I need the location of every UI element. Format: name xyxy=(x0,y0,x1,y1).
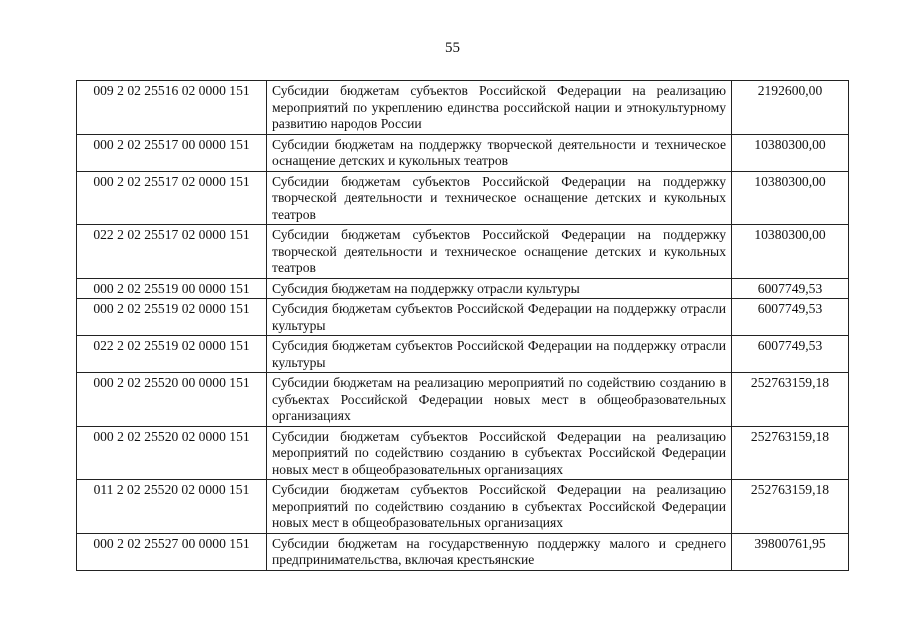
table-row xyxy=(77,171,849,225)
budget-code-cell: 022 2 02 25519 02 0000 151 xyxy=(77,336,267,373)
budget-code-cell: 000 2 02 25519 00 0000 151 xyxy=(77,278,267,299)
amount-cell: 10380300,00 xyxy=(732,171,849,225)
table-row xyxy=(77,373,849,427)
amount-cell: 6007749,53 xyxy=(732,336,849,373)
table-row xyxy=(77,426,849,480)
table-row xyxy=(77,336,849,373)
budget-table xyxy=(76,80,849,571)
description-cell: Субсидии бюджетам на поддержку творческой деятельности и техническое оснащение детских и кукольных театров xyxy=(267,134,732,171)
table-row xyxy=(77,134,849,171)
table-row xyxy=(77,225,849,279)
description-cell: Субсидии бюджетам субъектов Российской Федерации на поддержку творческой деятельности и техническое оснащение детских и кукольных театров xyxy=(267,171,732,225)
budget-code-cell: 022 2 02 25517 02 0000 151 xyxy=(77,225,267,279)
description-cell: Субсидия бюджетам субъектов Российской Федерации на поддержку отрасли культуры xyxy=(267,336,732,373)
budget-code-cell: 009 2 02 25516 02 0000 151 xyxy=(77,81,267,135)
budget-code-cell: 000 2 02 25527 00 0000 151 xyxy=(77,533,267,570)
table-row xyxy=(77,81,849,135)
amount-cell: 6007749,53 xyxy=(732,299,849,336)
table-row xyxy=(77,533,849,570)
description-cell: Субсидии бюджетам на государственную поддержку малого и среднего предпринимательства, включая крестьянские xyxy=(267,533,732,570)
amount-cell: 252763159,18 xyxy=(732,426,849,480)
amount-cell: 2192600,00 xyxy=(732,81,849,135)
amount-cell: 10380300,00 xyxy=(732,134,849,171)
description-cell: Субсидии бюджетам на реализацию мероприятий по содействию созданию в субъектах Российской Федерации новых мест в общеобразовательных организациях xyxy=(267,373,732,427)
table-row xyxy=(77,278,849,299)
table-row xyxy=(77,480,849,534)
description-cell: Субсидии бюджетам субъектов Российской Федерации на поддержку творческой деятельности и техническое оснащение детских и кукольных театров xyxy=(267,225,732,279)
description-cell: Субсидии бюджетам субъектов Российской Федерации на реализацию мероприятий по содействию созданию в субъектах Российской Федерации новых мест в общеобразовательных организациях xyxy=(267,426,732,480)
budget-code-cell: 011 2 02 25520 02 0000 151 xyxy=(77,480,267,534)
page-number: 55 xyxy=(445,40,460,56)
budget-code-cell: 000 2 02 25517 02 0000 151 xyxy=(77,171,267,225)
amount-cell: 252763159,18 xyxy=(732,480,849,534)
description-cell: Субсидии бюджетам субъектов Российской Федерации на реализацию мероприятий по укреплению единства российской нации и этнокультурному развитию народов России xyxy=(267,81,732,135)
description-cell: Субсидия бюджетам на поддержку отрасли культуры xyxy=(267,278,732,299)
amount-cell: 252763159,18 xyxy=(732,373,849,427)
description-cell: Субсидии бюджетам субъектов Российской Федерации на реализацию мероприятий по содействию созданию в субъектах Российской Федерации новых мест в общеобразовательных организациях xyxy=(267,480,732,534)
budget-code-cell: 000 2 02 25520 02 0000 151 xyxy=(77,426,267,480)
description-cell: Субсидия бюджетам субъектов Российской Федерации на поддержку отрасли культуры xyxy=(267,299,732,336)
amount-cell: 10380300,00 xyxy=(732,225,849,279)
table-row xyxy=(77,299,849,336)
amount-cell: 6007749,53 xyxy=(732,278,849,299)
budget-code-cell: 000 2 02 25520 00 0000 151 xyxy=(77,373,267,427)
budget-code-cell: 000 2 02 25519 02 0000 151 xyxy=(77,299,267,336)
budget-code-cell: 000 2 02 25517 00 0000 151 xyxy=(77,134,267,171)
amount-cell: 39800761,95 xyxy=(732,533,849,570)
